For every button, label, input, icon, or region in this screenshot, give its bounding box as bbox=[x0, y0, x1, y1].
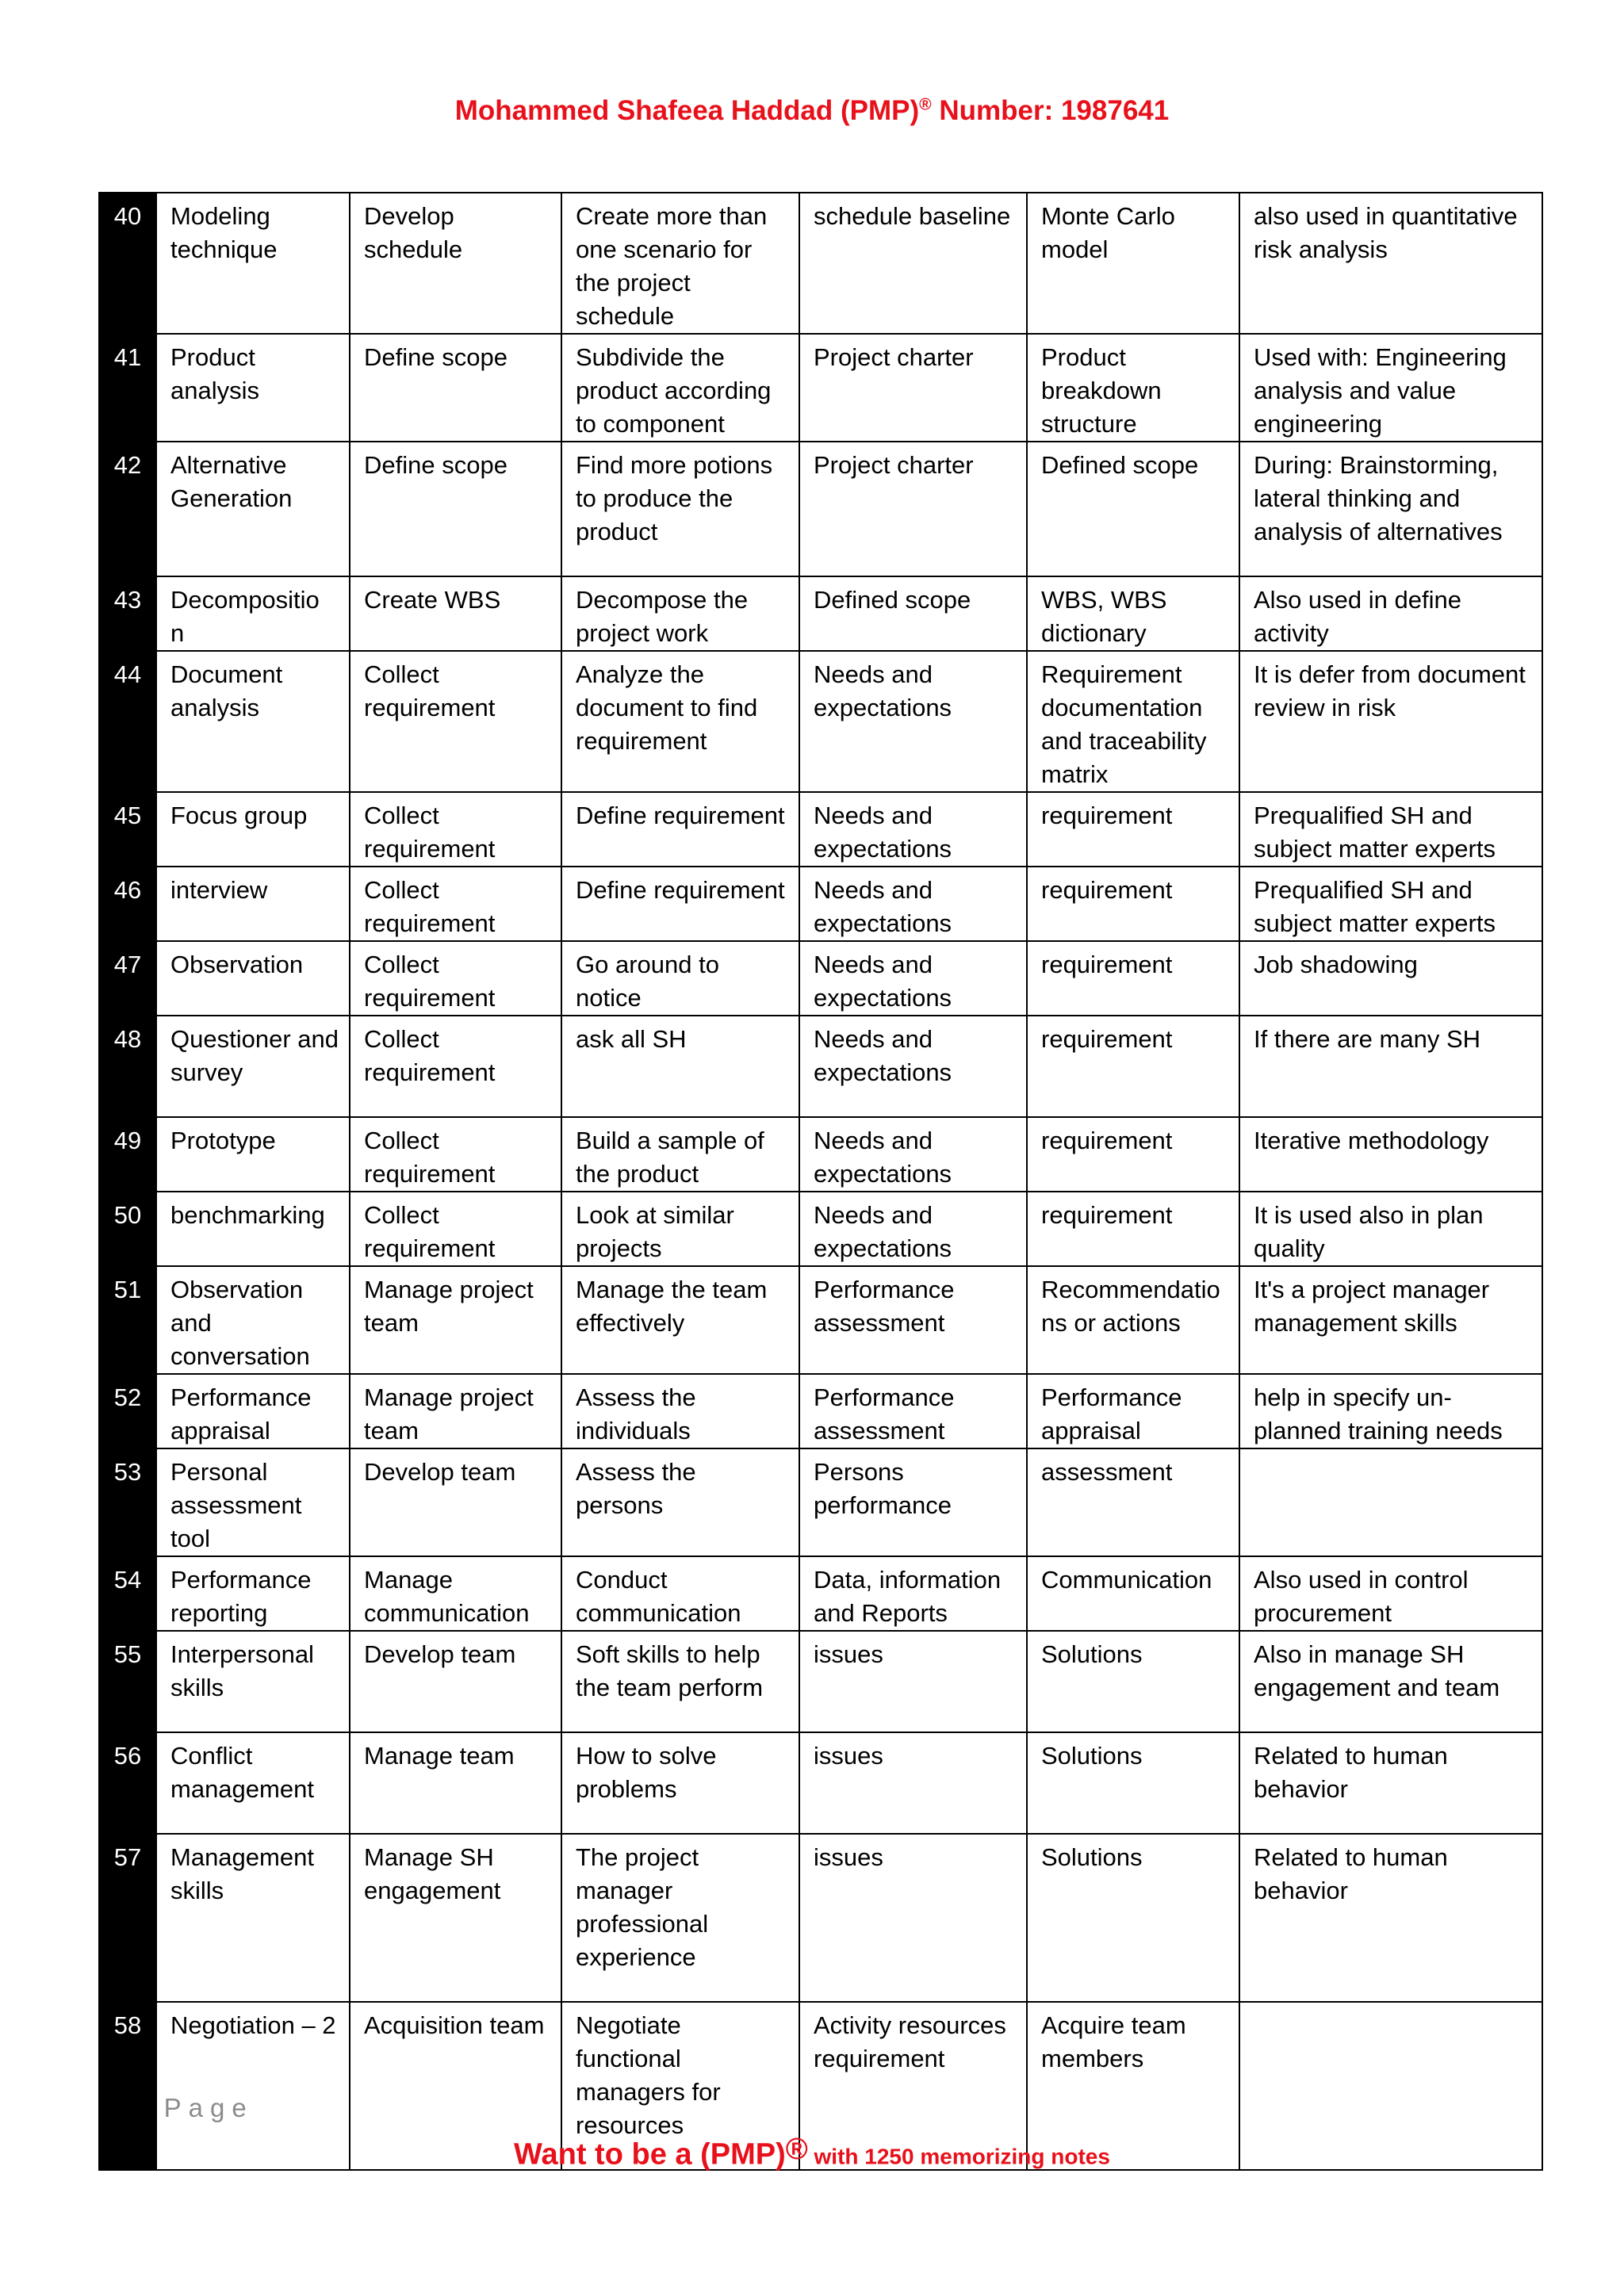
notes-cell: Related to human behavior bbox=[1239, 1732, 1542, 1834]
row-number: 57 bbox=[99, 1834, 156, 2002]
input-cell: Project charter bbox=[799, 442, 1027, 576]
table-body bbox=[99, 193, 1542, 2170]
row-number: 51 bbox=[99, 1266, 156, 1374]
input-cell: issues bbox=[799, 1631, 1027, 1732]
footer-registered-mark: ® bbox=[785, 2133, 808, 2166]
row-number: 47 bbox=[99, 941, 156, 1016]
output-cell: Solutions bbox=[1027, 1732, 1239, 1834]
technique-cell: Performance reporting bbox=[156, 1556, 350, 1631]
technique-cell: Management skills bbox=[156, 1834, 350, 2002]
notes-cell: If there are many SH bbox=[1239, 1016, 1542, 1117]
process-cell: Collect requirement bbox=[350, 1117, 561, 1192]
output-cell: assessment bbox=[1027, 1448, 1239, 1556]
table-row bbox=[99, 1448, 1542, 1556]
technique-cell: Product analysis bbox=[156, 334, 350, 442]
header-number: Number: 1987641 bbox=[931, 95, 1170, 126]
table-row bbox=[99, 792, 1542, 867]
notes-cell: It's a project manager management skills bbox=[1239, 1266, 1542, 1374]
technique-cell: Alternative Generation bbox=[156, 442, 350, 576]
notes-cell: Used with: Engineering analysis and value engineering bbox=[1239, 334, 1542, 442]
output-cell: Recommendatio ns or actions bbox=[1027, 1266, 1239, 1374]
row-number: 53 bbox=[99, 1448, 156, 1556]
process-cell: Develop team bbox=[350, 1631, 561, 1732]
row-number: 44 bbox=[99, 651, 156, 792]
technique-cell: interview bbox=[156, 867, 350, 941]
row-number: 42 bbox=[99, 442, 156, 576]
process-cell: Manage SH engagement bbox=[350, 1834, 561, 2002]
row-number: 45 bbox=[99, 792, 156, 867]
technique-cell: Questioner and survey bbox=[156, 1016, 350, 1117]
page-header bbox=[0, 95, 1624, 127]
row-number: 41 bbox=[99, 334, 156, 442]
table-row bbox=[99, 651, 1542, 792]
description-cell: Negotiate functional managers for resources bbox=[561, 2002, 799, 2170]
techniques-table bbox=[98, 192, 1543, 2171]
table-row bbox=[99, 193, 1542, 334]
row-number: 55 bbox=[99, 1631, 156, 1732]
row-number: 49 bbox=[99, 1117, 156, 1192]
output-cell: Monte Carlo model bbox=[1027, 193, 1239, 334]
page-label: Page bbox=[163, 2093, 254, 2122]
input-cell: Needs and expectations bbox=[799, 1117, 1027, 1192]
description-cell: How to solve problems bbox=[561, 1732, 799, 1834]
notes-cell: Prequalified SH and subject matter experts bbox=[1239, 792, 1542, 867]
technique-cell: Observation bbox=[156, 941, 350, 1016]
process-cell: Collect requirement bbox=[350, 651, 561, 792]
notes-cell bbox=[1239, 1448, 1542, 1556]
header-name: Mohammed Shafeea Haddad (PMP) bbox=[454, 95, 920, 126]
notes-cell: also used in quantitative risk analysis bbox=[1239, 193, 1542, 334]
row-number: 48 bbox=[99, 1016, 156, 1117]
notes-cell: Also used in define activity bbox=[1239, 576, 1542, 651]
notes-cell: Iterative methodology bbox=[1239, 1117, 1542, 1192]
description-cell: Assess the persons bbox=[561, 1448, 799, 1556]
table-row bbox=[99, 334, 1542, 442]
output-cell: WBS, WBS dictionary bbox=[1027, 576, 1239, 651]
process-cell: Collect requirement bbox=[350, 867, 561, 941]
table-row bbox=[99, 941, 1542, 1016]
notes-cell: Also in manage SH engagement and team bbox=[1239, 1631, 1542, 1732]
process-cell: Collect requirement bbox=[350, 941, 561, 1016]
technique-cell: Decompositio n bbox=[156, 576, 350, 651]
notes-cell: help in specify un-planned training needs bbox=[1239, 1374, 1542, 1448]
input-cell: Data, information and Reports bbox=[799, 1556, 1027, 1631]
table-row bbox=[99, 576, 1542, 651]
output-cell: Communication bbox=[1027, 1556, 1239, 1631]
technique-cell: Observation and conversation bbox=[156, 1266, 350, 1374]
input-cell: Needs and expectations bbox=[799, 1192, 1027, 1266]
description-cell: Create more than one scenario for the project schedule bbox=[561, 193, 799, 334]
process-cell: Develop team bbox=[350, 1448, 561, 1556]
process-cell: Manage team bbox=[350, 1732, 561, 1834]
notes-cell: During: Brainstorming, lateral thinking and analysis of alternatives bbox=[1239, 442, 1542, 576]
technique-cell: Focus group bbox=[156, 792, 350, 867]
registered-mark: ® bbox=[919, 95, 932, 114]
footer-promo bbox=[0, 2133, 1624, 2172]
process-cell: Develop schedule bbox=[350, 193, 561, 334]
output-cell: Solutions bbox=[1027, 1834, 1239, 2002]
process-cell: Collect requirement bbox=[350, 1192, 561, 1266]
description-cell: Look at similar projects bbox=[561, 1192, 799, 1266]
row-number: 40 bbox=[99, 193, 156, 334]
description-cell: ask all SH bbox=[561, 1016, 799, 1117]
technique-cell: Interpersonal skills bbox=[156, 1631, 350, 1732]
process-cell: Collect requirement bbox=[350, 792, 561, 867]
process-cell: Collect requirement bbox=[350, 1016, 561, 1117]
notes-cell: Also used in control procurement bbox=[1239, 1556, 1542, 1631]
input-cell: Needs and expectations bbox=[799, 941, 1027, 1016]
output-cell: requirement bbox=[1027, 867, 1239, 941]
table-row bbox=[99, 1834, 1542, 2002]
description-cell: Go around to notice bbox=[561, 941, 799, 1016]
description-cell: The project manager professional experience bbox=[561, 1834, 799, 2002]
input-cell: Needs and expectations bbox=[799, 1016, 1027, 1117]
page-number bbox=[98, 2093, 254, 2123]
process-cell: Define scope bbox=[350, 334, 561, 442]
output-cell: requirement bbox=[1027, 941, 1239, 1016]
notes-cell: Related to human behavior bbox=[1239, 1834, 1542, 2002]
process-cell: Acquisition team bbox=[350, 2002, 561, 2170]
input-cell: Performance assessment bbox=[799, 1266, 1027, 1374]
output-cell: Acquire team members bbox=[1027, 2002, 1239, 2170]
table-row bbox=[99, 1374, 1542, 1448]
table-row bbox=[99, 1556, 1542, 1631]
input-cell: Performance assessment bbox=[799, 1374, 1027, 1448]
notes-cell: Job shadowing bbox=[1239, 941, 1542, 1016]
input-cell: Defined scope bbox=[799, 576, 1027, 651]
input-cell: issues bbox=[799, 1732, 1027, 1834]
table-row bbox=[99, 1732, 1542, 1834]
input-cell: Project charter bbox=[799, 334, 1027, 442]
notes-cell: It is used also in plan quality bbox=[1239, 1192, 1542, 1266]
input-cell: issues bbox=[799, 1834, 1027, 2002]
output-cell: requirement bbox=[1027, 1016, 1239, 1117]
row-number: 43 bbox=[99, 576, 156, 651]
input-cell: Needs and expectations bbox=[799, 792, 1027, 867]
output-cell: requirement bbox=[1027, 1117, 1239, 1192]
description-cell: Assess the individuals bbox=[561, 1374, 799, 1448]
description-cell: Conduct communication bbox=[561, 1556, 799, 1631]
table-row bbox=[99, 1192, 1542, 1266]
description-cell: Soft skills to help the team perform bbox=[561, 1631, 799, 1732]
row-number: 54 bbox=[99, 1556, 156, 1631]
table-row bbox=[99, 1016, 1542, 1117]
input-cell: Persons performance bbox=[799, 1448, 1027, 1556]
description-cell: Define requirement bbox=[561, 792, 799, 867]
technique-cell: Negotiation – 2 bbox=[156, 2002, 350, 2170]
footer-promo-main: Want to be a (PMP) bbox=[514, 2137, 786, 2172]
technique-cell: Conflict management bbox=[156, 1732, 350, 1834]
description-cell: Analyze the document to find requirement bbox=[561, 651, 799, 792]
output-cell: Product breakdown structure bbox=[1027, 334, 1239, 442]
output-cell: requirement bbox=[1027, 792, 1239, 867]
description-cell: Define requirement bbox=[561, 867, 799, 941]
process-cell: Create WBS bbox=[350, 576, 561, 651]
table-row bbox=[99, 1266, 1542, 1374]
description-cell: Manage the team effectively bbox=[561, 1266, 799, 1374]
table-row bbox=[99, 442, 1542, 576]
description-cell: Decompose the project work bbox=[561, 576, 799, 651]
technique-cell: Modeling technique bbox=[156, 193, 350, 334]
table-row bbox=[99, 867, 1542, 941]
page-number-value: 180 bbox=[98, 2093, 143, 2122]
description-cell: Subdivide the product according to component bbox=[561, 334, 799, 442]
page-separator: | bbox=[149, 2093, 157, 2122]
description-cell: Find more potions to produce the product bbox=[561, 442, 799, 576]
notes-cell: Prequalified SH and subject matter experts bbox=[1239, 867, 1542, 941]
process-cell: Manage project team bbox=[350, 1374, 561, 1448]
process-cell: Manage communication bbox=[350, 1556, 561, 1631]
input-cell: schedule baseline bbox=[799, 193, 1027, 334]
notes-cell: It is defer from document review in risk bbox=[1239, 651, 1542, 792]
technique-cell: Prototype bbox=[156, 1117, 350, 1192]
row-number: 50 bbox=[99, 1192, 156, 1266]
table-row bbox=[99, 1117, 1542, 1192]
output-cell: Performance appraisal bbox=[1027, 1374, 1239, 1448]
process-cell: Manage project team bbox=[350, 1266, 561, 1374]
output-cell: Solutions bbox=[1027, 1631, 1239, 1732]
row-number: 58 bbox=[99, 2002, 156, 2170]
row-number: 56 bbox=[99, 1732, 156, 1834]
input-cell: Activity resources requirement bbox=[799, 2002, 1027, 2170]
process-cell: Define scope bbox=[350, 442, 561, 576]
input-cell: Needs and expectations bbox=[799, 651, 1027, 792]
description-cell: Build a sample of the product bbox=[561, 1117, 799, 1192]
technique-cell: Personal assessment tool bbox=[156, 1448, 350, 1556]
footer-promo-small: with 1250 memorizing notes bbox=[807, 2144, 1110, 2169]
input-cell: Needs and expectations bbox=[799, 867, 1027, 941]
technique-cell: benchmarking bbox=[156, 1192, 350, 1266]
table-row bbox=[99, 1631, 1542, 1732]
row-number: 46 bbox=[99, 867, 156, 941]
technique-cell: Performance appraisal bbox=[156, 1374, 350, 1448]
output-cell: requirement bbox=[1027, 1192, 1239, 1266]
output-cell: Requirement documentation and traceability matrix bbox=[1027, 651, 1239, 792]
output-cell: Defined scope bbox=[1027, 442, 1239, 576]
row-number: 52 bbox=[99, 1374, 156, 1448]
technique-cell: Document analysis bbox=[156, 651, 350, 792]
